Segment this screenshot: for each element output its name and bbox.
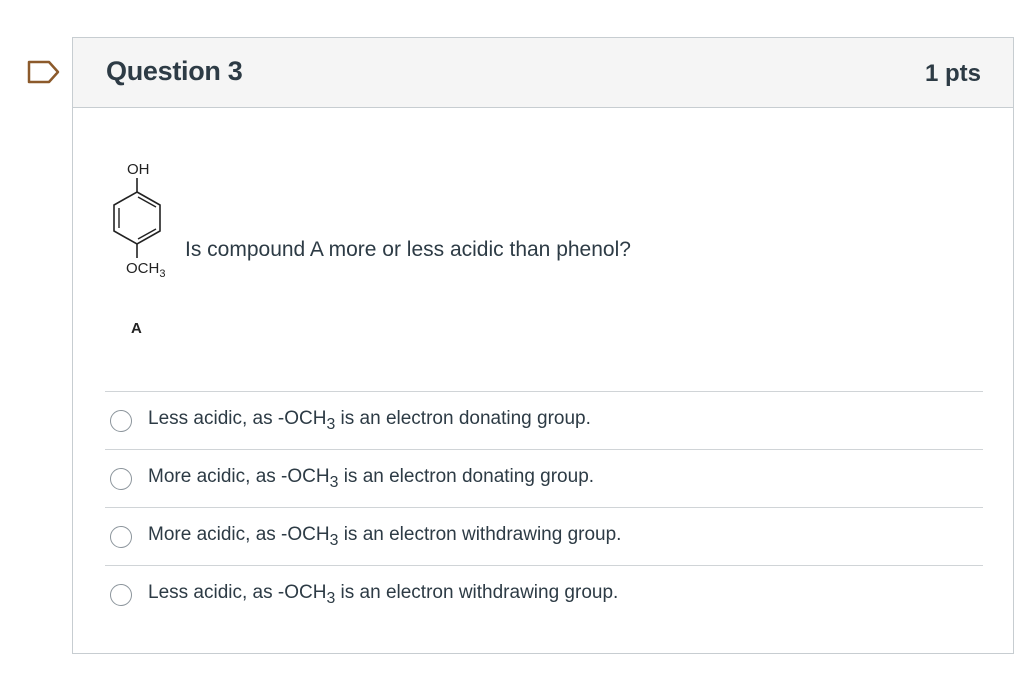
radio-button-icon[interactable] <box>110 584 132 606</box>
radio-button-icon[interactable] <box>110 410 132 432</box>
answer-option-2[interactable] <box>105 449 983 507</box>
question-points: 1 pts <box>924 60 981 87</box>
answer-option-4[interactable] <box>105 565 983 623</box>
molecule-compound-label: A <box>131 320 142 337</box>
answer-label: Less acidic, as $-OCH_3$ is an electron withdrawing group. <box>148 581 619 607</box>
answer-label: Less acidic, as $-OCH_3$ is an electron donating group. <box>148 407 591 433</box>
answer-list <box>105 391 983 623</box>
answer-option-1[interactable] <box>105 391 983 449</box>
molecule-och3-label: $OCH_3$ <box>126 260 166 280</box>
question-header <box>73 38 1013 108</box>
question-card <box>72 37 1014 654</box>
answer-label: More acidic, as $-OCH_3$ is an electron withdrawing group. <box>148 523 622 549</box>
flag-icon[interactable] <box>26 58 62 86</box>
molecule-oh-label: OH <box>127 161 150 178</box>
molecule-diagram <box>107 150 197 350</box>
answer-option-3[interactable] <box>105 507 983 565</box>
radio-button-icon[interactable] <box>110 526 132 548</box>
question-prompt: Is compound A more or less acidic than phenol? <box>185 238 631 261</box>
question-title: Question 3 <box>106 56 243 86</box>
radio-button-icon[interactable] <box>110 468 132 490</box>
answer-label: More acidic, as $-OCH_3$ is an electron donating group. <box>148 465 595 491</box>
question-body <box>73 108 1013 654</box>
